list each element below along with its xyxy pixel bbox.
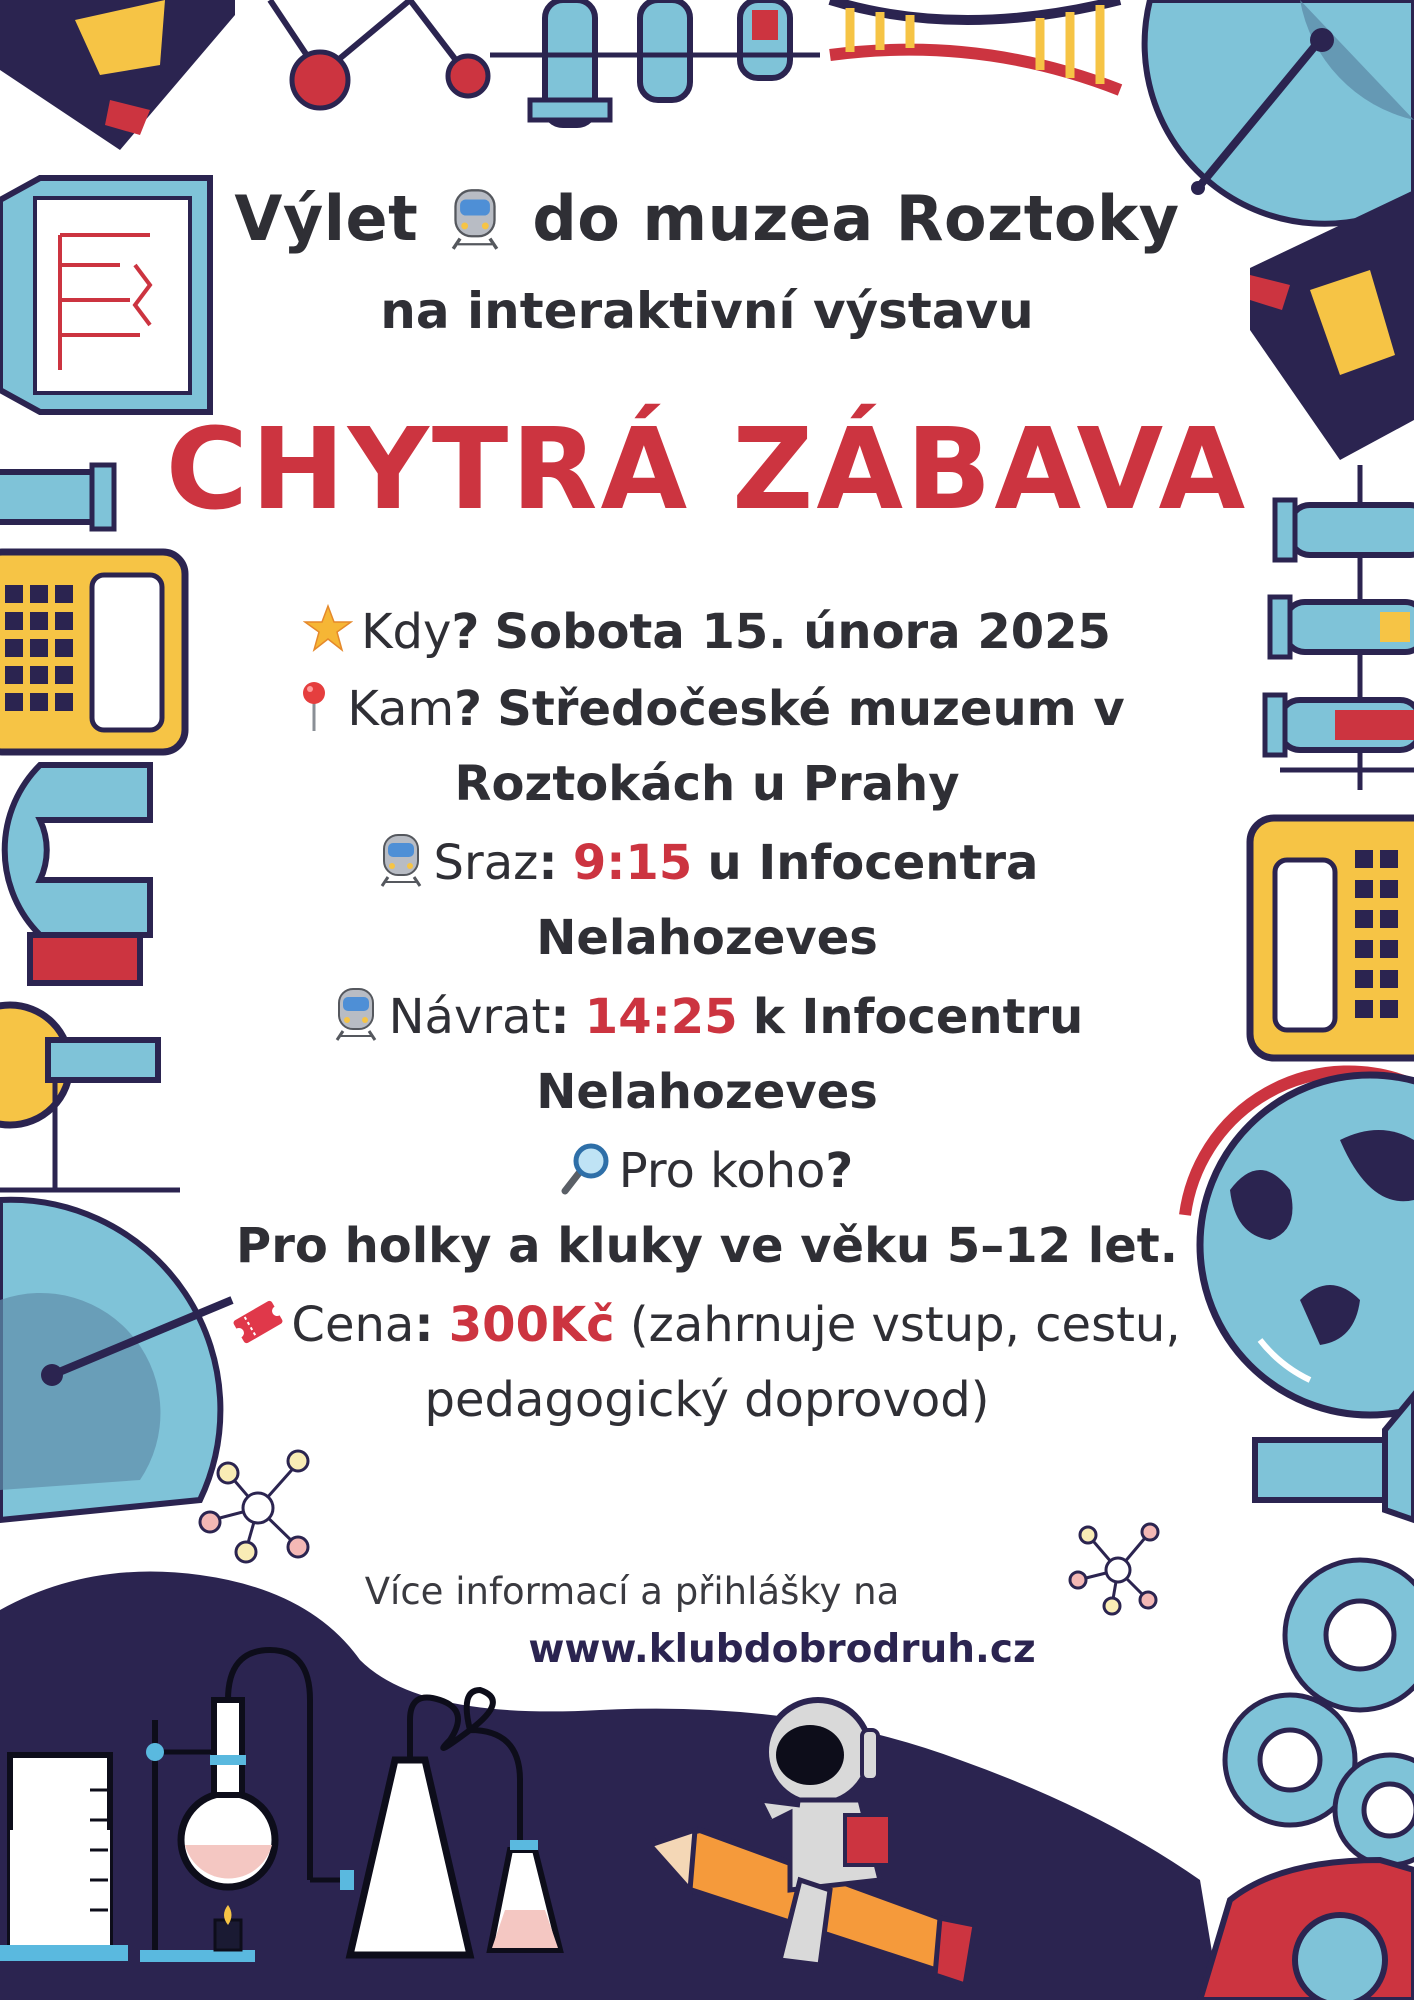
train-icon	[446, 188, 504, 250]
where-sep: ?	[454, 681, 482, 737]
return-label: Návrat	[388, 989, 551, 1045]
train-icon	[376, 833, 426, 887]
audience-sep: ?	[825, 1143, 854, 1199]
return-time: 14:25	[584, 989, 738, 1045]
website-url[interactable]: www.klubdobrodruh.cz	[528, 1627, 1036, 1672]
magnifier-icon	[561, 1141, 611, 1195]
meeting-sep: :	[538, 835, 558, 891]
info-meeting	[0, 833, 1414, 891]
header-destination: do muzea Roztoky	[532, 182, 1180, 255]
where-value-2: Roztokách u Prahy	[454, 756, 960, 812]
star-icon	[303, 602, 353, 656]
price-label: Cena	[291, 1297, 415, 1353]
header-line-1	[0, 182, 1414, 255]
website-link[interactable]	[75, 1627, 1414, 1672]
info-when	[0, 602, 1414, 660]
meeting-label: Sraz	[433, 835, 539, 891]
audience-label: Pro koho	[618, 1143, 826, 1199]
info-where	[0, 679, 1414, 737]
meeting-time: 9:15	[572, 835, 693, 891]
return-sep: :	[550, 989, 570, 1045]
price-note-2: pedagogický doprovod)	[424, 1372, 990, 1428]
when-value: Sobota 15. února 2025	[494, 604, 1111, 660]
more-info-text: Více informací a přihlášky na	[364, 1570, 900, 1613]
return-place-1: k Infocentru	[752, 989, 1084, 1045]
audience-value: Pro holky a kluky ve věku 5–12 let.	[236, 1218, 1178, 1274]
return-place-2: Nelahozeves	[536, 1064, 878, 1120]
header-line-2: na interaktivní výstavu	[380, 282, 1034, 340]
price-note-1: (zahrnuje vstup, cestu,	[629, 1297, 1181, 1353]
when-sep: ?	[451, 604, 480, 660]
price-value: 300Kč	[448, 1297, 615, 1353]
event-title: CHYTRÁ ZÁBAVA	[165, 405, 1249, 535]
ticket-icon	[233, 1295, 283, 1349]
meeting-place-2: Nelahozeves	[536, 910, 878, 966]
info-audience	[0, 1141, 1414, 1199]
info-price	[0, 1295, 1414, 1353]
train-icon	[331, 987, 381, 1041]
meeting-place-1: u Infocentra	[707, 835, 1039, 891]
when-label: Kdy	[361, 604, 452, 660]
pin-icon	[289, 679, 339, 733]
where-label: Kam	[347, 681, 455, 737]
info-return	[0, 987, 1414, 1045]
where-value-1: Středočeské muzeum v	[497, 681, 1125, 737]
price-sep: :	[414, 1297, 434, 1353]
header-word-vylet: Výlet	[234, 182, 419, 255]
